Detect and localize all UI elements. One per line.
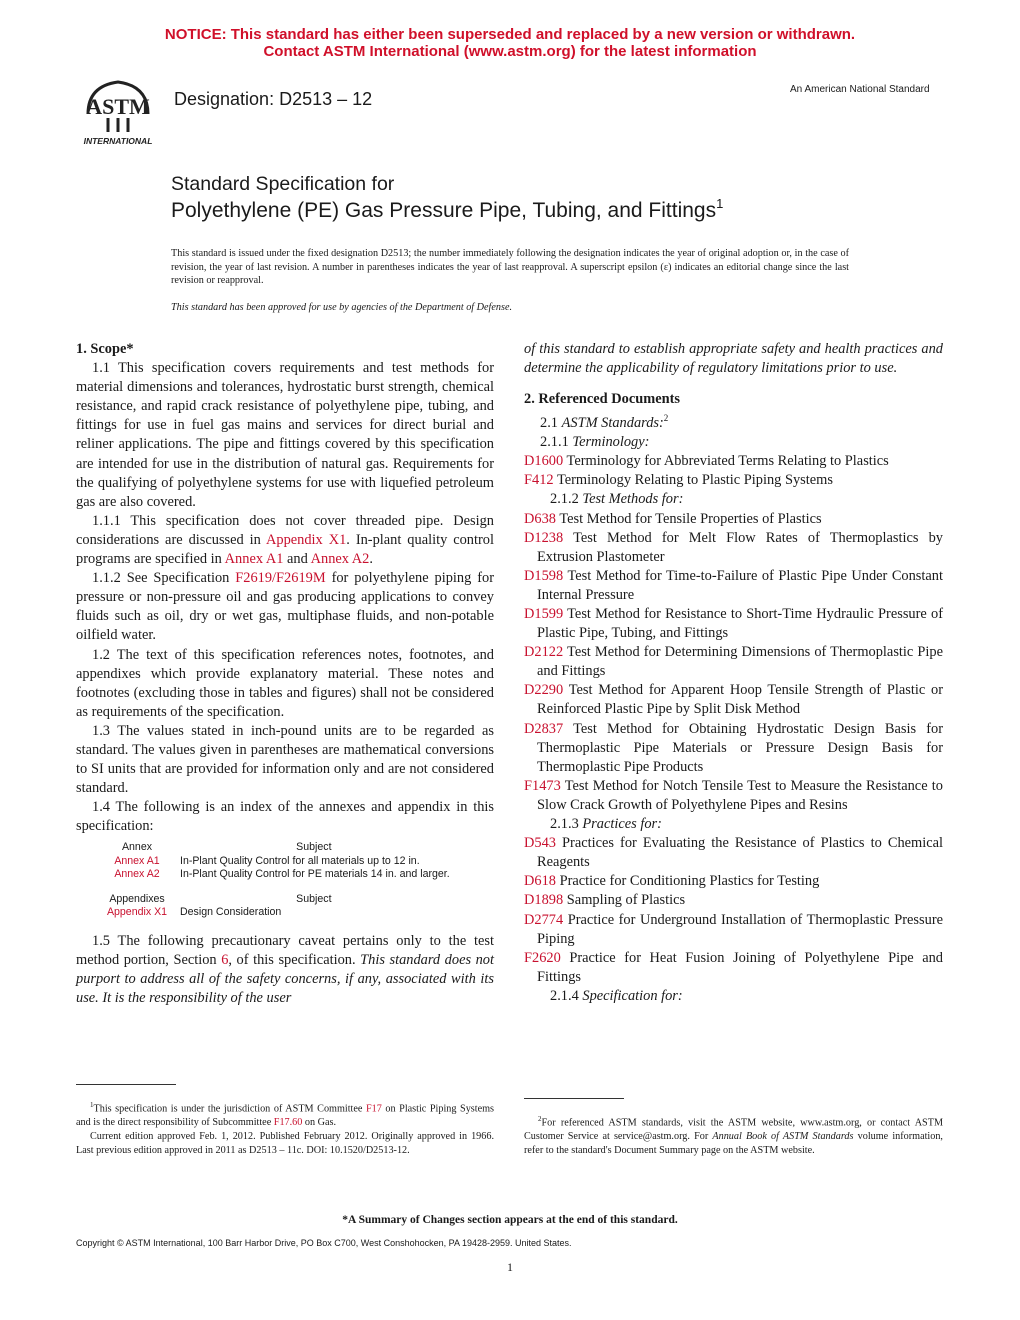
footnote-text: volume information, refer to the standard's Document Summary page on the ASTM website. bbox=[524, 1131, 943, 1157]
ref-code-link[interactable]: D618 bbox=[524, 873, 556, 890]
ref-title: Test Method for Time-to-Failure of Plastic Pipe Under Constant Internal Pressure bbox=[537, 567, 943, 603]
subsection-2-1-2 bbox=[524, 490, 943, 509]
page-number: 1 bbox=[507, 1260, 513, 1274]
ref-title: Test Method for Determining Dimensions of Thermoplastic Pipe and Fittings bbox=[537, 644, 943, 680]
link-f17[interactable]: F17 bbox=[366, 1103, 382, 1115]
ref-code-link[interactable]: F412 bbox=[524, 472, 554, 489]
index-link-appendix-x1[interactable]: Appendix X1 bbox=[106, 906, 168, 919]
link-section-6[interactable]: 6 bbox=[221, 952, 229, 969]
para-1-5 bbox=[76, 932, 494, 1008]
ref-code-link[interactable]: D1599 bbox=[524, 606, 564, 623]
footnote-rule-right bbox=[524, 1098, 624, 1099]
footnote-text: on Plastic Piping Systems and is the direct responsibility of Subcommittee bbox=[76, 1103, 495, 1129]
link-appendix-x1[interactable]: Appendix X1 bbox=[266, 531, 347, 548]
list-item bbox=[524, 681, 943, 719]
index-link-annex-a1[interactable]: Annex A1 bbox=[114, 854, 160, 867]
para-text: . bbox=[369, 551, 373, 568]
caveat-continued: of this standard to establish appropriate safety and health practices and determine the applicability of regulatory limitations prior to use. bbox=[524, 341, 943, 377]
ref-title: Practices for Evaluating the Resistance of Plastics to Chemical Reagents bbox=[537, 835, 943, 871]
ref-code-link[interactable]: F1473 bbox=[524, 777, 561, 794]
appendix-column-header: Appendixes bbox=[109, 892, 165, 905]
list-item bbox=[524, 891, 943, 910]
ref-title: Terminology for Abbreviated Terms Relating to Plastics bbox=[566, 453, 889, 470]
index-subject: In-Plant Quality Control for PE materials 14 in. and larger. bbox=[180, 868, 450, 881]
ref-code-link[interactable]: D1600 bbox=[524, 453, 564, 470]
sub-num: 2.1.3 bbox=[550, 816, 583, 833]
appendix-subject-header: Subject bbox=[296, 892, 332, 905]
para-text: 1.1.2 See Specification bbox=[92, 570, 236, 587]
sub-num: 2.1 bbox=[540, 415, 562, 432]
terminology-list bbox=[524, 452, 943, 490]
ref-code-link[interactable]: D638 bbox=[524, 510, 556, 527]
para-1-3: 1.3 The values stated in inch-pound units are to be regarded as standard. The values given in parentheses are mathematical conversions to SI units that are provided for information only and are not considered standard. bbox=[76, 722, 494, 797]
sub-title: ASTM Standards: bbox=[561, 415, 664, 432]
ref-code-link[interactable]: D1898 bbox=[524, 892, 564, 909]
sub-title: Specification for: bbox=[582, 987, 683, 1004]
right-column bbox=[524, 340, 943, 1006]
list-item bbox=[524, 643, 943, 681]
national-standard-label: An American National Standard bbox=[790, 84, 930, 95]
footnote-1-edition: Current edition approved Feb. 1, 2012. Published February 2012. Originally approved in 1966. Last previous edition approved in 2011 as D2513 – 11c. DOI: 10.1520/D2513-12. bbox=[76, 1131, 494, 1157]
test-methods-list bbox=[524, 510, 943, 816]
annex-column-header: Annex bbox=[121, 841, 153, 854]
astm-logo bbox=[74, 70, 162, 150]
footnote-text: This specification is under the jurisdiction of ASTM Committee bbox=[93, 1103, 366, 1115]
notice-line-1: NOTICE: This standard has either been superseded and replaced by a new version or withdrawn. bbox=[164, 26, 856, 43]
footnote-mark: 1 bbox=[90, 1101, 94, 1109]
list-item bbox=[524, 777, 943, 815]
ref-code-link[interactable]: D543 bbox=[524, 835, 556, 852]
list-item bbox=[524, 834, 943, 872]
ref-code-link[interactable]: F2620 bbox=[524, 949, 561, 966]
para-text: 1.5 The following precautionary caveat pertains only to the test method portion, Section bbox=[76, 932, 494, 969]
logo-text: ASTM bbox=[86, 94, 150, 119]
title-line-1: Standard Specification for bbox=[171, 173, 395, 195]
para-1-1: 1.1 This specification covers requirements and test methods for material dimensions and tolerances, hydrostatic burst strength, chemical resistance, and rapid crack resistance of polyethylene pipe, tubing, and fittings for use in fuel gas mains and services for direct burial and reliner applications. The pipe and fittings covered by this specification are intended for use in the distribution of natural gas. Requirements for the qualifying of polyethylene systems for use with liquefied petroleum gas are also covered. bbox=[76, 360, 494, 510]
ref-title: Terminology Relating to Plastic Piping Systems bbox=[556, 472, 833, 489]
footnote-1-text bbox=[76, 1098, 494, 1130]
list-item bbox=[524, 605, 943, 643]
footnote-1 bbox=[76, 1098, 494, 1158]
footnote-rule-left bbox=[76, 1084, 176, 1085]
link-annex-a1[interactable]: Annex A1 bbox=[224, 551, 284, 568]
footnote-2 bbox=[524, 1112, 943, 1158]
para-1-2: 1.2 The text of this specification references notes, footnotes, and appendixes which provide explanatory material. These notes and footnotes (excluding those in tables and figures) shall not be considered as requirements of the specification. bbox=[76, 646, 494, 720]
ref-code-link[interactable]: D2837 bbox=[524, 720, 564, 737]
ref-code-link[interactable]: D1598 bbox=[524, 567, 564, 584]
footnote-italic: Annual Book of ASTM Standards bbox=[712, 1131, 854, 1143]
list-item bbox=[524, 872, 943, 891]
section-2-heading: 2. Referenced Documents bbox=[524, 391, 680, 408]
designation: Designation: D2513 – 12 bbox=[174, 89, 373, 109]
list-item bbox=[524, 471, 943, 490]
index-link-annex-a2[interactable]: Annex A2 bbox=[114, 868, 160, 881]
footnote-2-text bbox=[524, 1112, 943, 1158]
ref-title: Test Method for Melt Flow Rates of Thermoplastics by Extrusion Plastometer bbox=[537, 529, 943, 565]
sub-num: 2.1.1 bbox=[540, 434, 573, 451]
title-line-2 bbox=[171, 196, 723, 223]
ref-title: Test Method for Resistance to Short-Time Hydraulic Pressure of Plastic Pipe, Tubing, and Fittings bbox=[537, 606, 943, 642]
para-text: . In-plant quality control programs are specified in bbox=[76, 531, 494, 568]
sub-num: 2.1.4 bbox=[550, 987, 583, 1004]
para-text: and bbox=[283, 551, 311, 568]
link-f17-60[interactable]: F17.60 bbox=[273, 1117, 303, 1129]
issued-note: This standard is issued under the fixed designation D2513; the number immediately following the designation indicates the year of original adoption or, in the case of revision, the year of last revision. A number in parentheses indicates the year of last reapproval. A superscript epsilon (ε) indicates an editorial change since the last revision or reapproval. bbox=[171, 248, 849, 287]
list-item bbox=[524, 567, 943, 605]
link-f2619[interactable]: F2619/F2619M bbox=[235, 570, 326, 587]
sub-title: Practices for: bbox=[582, 816, 662, 833]
left-column bbox=[76, 340, 494, 1008]
list-item bbox=[524, 720, 943, 777]
list-item bbox=[524, 452, 943, 471]
link-annex-a2[interactable]: Annex A2 bbox=[310, 551, 370, 568]
para-1-4: 1.4 The following is an index of the annexes and appendix in this specification: bbox=[76, 799, 494, 835]
list-item bbox=[524, 911, 943, 949]
logo-subtitle: INTERNATIONAL bbox=[83, 136, 153, 146]
ref-title: Test Method for Notch Tensile Test to Measure the Resistance to Slow Crack Growth of Polyethylene Pipes and Resins bbox=[537, 777, 943, 813]
footnote-mark: 2 bbox=[538, 1115, 542, 1123]
footnote-text: on Gas. bbox=[302, 1117, 337, 1129]
index-subject: Design Consideration bbox=[180, 906, 282, 919]
ref-title: Sampling of Plastics bbox=[566, 892, 686, 909]
sub-title: Test Methods for: bbox=[582, 491, 684, 508]
annex-index-table bbox=[96, 841, 450, 920]
footnote-text: For referenced ASTM standards, visit the ASTM website, www.astm.org, or contact ASTM Customer Service at service@astm.org. For bbox=[524, 1117, 943, 1143]
astm-logo-icon bbox=[74, 70, 162, 150]
summary-of-changes-note: *A Summary of Changes section appears at the end of this standard. bbox=[342, 1214, 678, 1226]
caveat-italic: This standard does not purport to address all of the safety concerns, if any, associated with its use. It is the responsibility of the user bbox=[76, 952, 495, 1007]
withdrawal-notice bbox=[0, 26, 1020, 60]
ref-code-link[interactable]: D2774 bbox=[524, 911, 564, 928]
subject-column-header: Subject bbox=[296, 841, 332, 854]
list-item bbox=[524, 510, 943, 529]
practices-list bbox=[524, 834, 943, 987]
ref-title: Test Method for Obtaining Hydrostatic Design Basis for Thermoplastic Pipe Materials or Pressure Design Basis for Thermoplastic Pipe Products bbox=[537, 720, 943, 775]
ref-title: Test Method for Apparent Hoop Tensile Strength of Plastic or Reinforced Plastic Pipe by Split Disk Method bbox=[537, 682, 943, 718]
ref-title: Practice for Heat Fusion Joining of Polyethylene Pipe and Fittings bbox=[537, 949, 943, 985]
list-item bbox=[524, 949, 943, 987]
para-text: 1.1.1 This specification does not cover threaded pipe. Design considerations are discussed in bbox=[76, 512, 494, 548]
ref-title: Test Method for Tensile Properties of Plastics bbox=[559, 510, 822, 527]
notice-line-2: Contact ASTM International (www.astm.org) for the latest information bbox=[263, 43, 757, 60]
ref-code-link[interactable]: D2290 bbox=[524, 682, 564, 699]
subsection-2-1-1 bbox=[524, 433, 943, 452]
para-text: for polyethylene piping for pressure or non-pressure oil and gas producing applications to convey fluids such as oil, dry or wet gas, multiphase fluids, and non-potable oilfield water. bbox=[76, 570, 495, 644]
subsection-2-1-3 bbox=[524, 815, 943, 834]
title-text: Polyethylene (PE) Gas Pressure Pipe, Tubing, and Fittings bbox=[171, 199, 717, 222]
section-1-heading: 1. Scope* bbox=[76, 341, 134, 357]
para-1-1-1 bbox=[76, 512, 494, 569]
subsection-2-1-4 bbox=[524, 987, 943, 1006]
footnote-mark: 2 bbox=[663, 413, 669, 424]
subsection-2-1 bbox=[524, 409, 943, 433]
para-1-1-2 bbox=[76, 569, 494, 645]
para-text: , of this specification. bbox=[228, 952, 361, 969]
index-subject: In-Plant Quality Control for all materials up to 12 in. bbox=[180, 854, 420, 867]
approved-note: This standard has been approved for use by agencies of the Department of Defense. bbox=[171, 302, 513, 313]
title-footnote-mark: 1 bbox=[716, 196, 724, 211]
ref-code-link[interactable]: D1238 bbox=[524, 529, 564, 546]
ref-code-link[interactable]: D2122 bbox=[524, 644, 564, 661]
list-item bbox=[524, 529, 943, 567]
ref-title: Practice for Underground Installation of Thermoplastic Pressure Piping bbox=[537, 911, 943, 947]
sub-num: 2.1.2 bbox=[550, 491, 583, 508]
sub-title: Terminology: bbox=[572, 434, 650, 451]
copyright-line: Copyright © ASTM International, 100 Barr Harbor Drive, PO Box C700, West Conshohocken, PA 19428-2959. United States. bbox=[76, 1238, 572, 1248]
ref-title: Practice for Conditioning Plastics for Testing bbox=[559, 873, 820, 890]
